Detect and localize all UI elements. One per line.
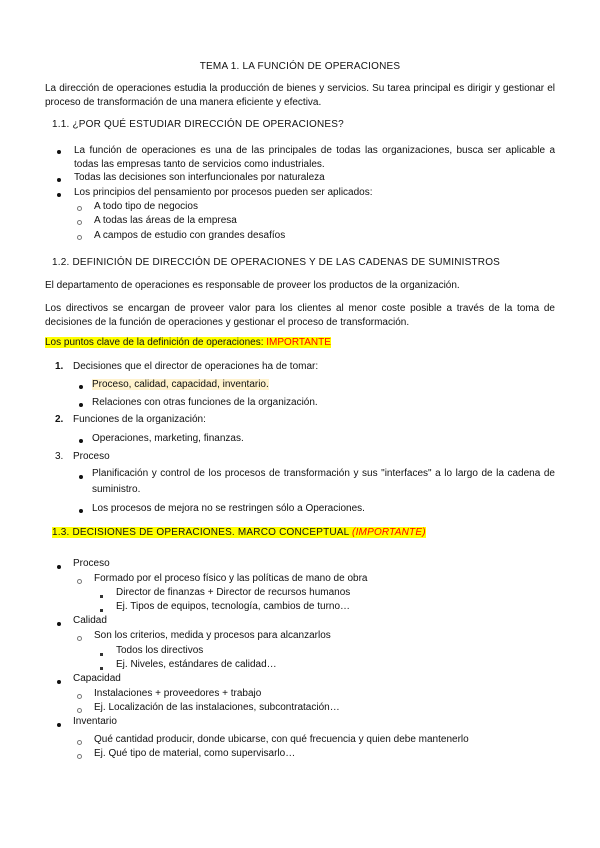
list-item: Son los criterios, medida y procesos para alcanzarlos [94, 630, 331, 641]
list-item: A todo tipo de negocios [94, 201, 198, 212]
bullet-icon [79, 381, 83, 392]
section-2-paragraph-1: El departamento de operaciones es responsable de proveer los productos de la organización. [45, 280, 460, 291]
list-item: Formado por el proceso físico y las políticas de mano de obra [94, 573, 368, 584]
list-item: A todas las áreas de la empresa [94, 215, 237, 226]
bullet-icon [57, 174, 61, 185]
list-item: Inventario [73, 716, 117, 727]
bullet-icon [57, 676, 61, 687]
bullet-icon [79, 471, 83, 482]
list-item: Operaciones, marketing, finanzas. [92, 433, 244, 444]
circle-bullet-icon [77, 633, 82, 644]
bullet-icon [57, 719, 61, 730]
key-points-line [45, 337, 331, 348]
numbered-item-label: Proceso [73, 451, 110, 462]
list-item-highlighted: Proceso, calidad, capacidad, inventario. [92, 379, 269, 390]
circle-bullet-icon [77, 217, 82, 228]
list-item: A campos de estudio con grandes desafíos [94, 230, 286, 241]
key-points-label: Los puntos clave de la definición de operaciones: [45, 337, 267, 348]
list-number: 3. [55, 451, 64, 462]
list-item: Calidad [73, 615, 107, 626]
intro-paragraph: La dirección de operaciones estudia la producción de bienes y servicios. Su tarea principal es dirigir y gestionar el proceso de transformación de una manera eficiente y efectiva. [45, 83, 555, 108]
list-item: La función de operaciones es una de las principales de todas las organizaciones, busca ser aplicable a todas las empresas tanto de servicios como industriales. [74, 145, 555, 170]
circle-bullet-icon [77, 705, 82, 716]
list-item: Ej. Niveles, estándares de calidad… [116, 659, 277, 670]
section-2-heading: 1.2. DEFINICIÓN DE DIRECCIÓN DE OPERACIONES Y DE LAS CADENAS DE SUMINISTROS [52, 257, 501, 268]
list-item: Director de finanzas + Director de recursos humanos [116, 587, 351, 598]
square-bullet-icon [100, 590, 103, 601]
list-item: Relaciones con otras funciones de la organización. [92, 397, 318, 408]
numbered-item-label: Funciones de la organización: [73, 414, 206, 425]
circle-bullet-icon [77, 203, 82, 214]
list-item: Todos los directivos [116, 645, 204, 656]
bullet-icon [57, 561, 61, 572]
list-item: Ej. Tipos de equipos, tecnología, cambios de turno… [116, 601, 351, 612]
list-item: Planificación y control de los procesos de transformación y sus "interfaces" a lo largo de la cadena de suministro. [92, 468, 555, 495]
circle-bullet-icon [77, 576, 82, 587]
circle-bullet-icon [77, 737, 82, 748]
list-item: Proceso [73, 558, 110, 569]
circle-bullet-icon [77, 691, 82, 702]
list-item: Ej. Localización de las instalaciones, subcontratación… [94, 702, 340, 713]
bullet-icon [79, 435, 83, 446]
square-bullet-icon [100, 648, 103, 659]
list-item: Capacidad [73, 673, 121, 684]
list-item: Instalaciones + proveedores + trabajo [94, 688, 262, 699]
square-bullet-icon [100, 662, 103, 673]
list-item: Ej. Qué tipo de material, como supervisarlo… [94, 748, 296, 759]
list-number: 2. [55, 414, 64, 425]
bullet-icon [57, 618, 61, 629]
list-number: 1. [55, 361, 64, 372]
section-1-heading: 1.1. ¿POR QUÉ ESTUDIAR DIRECCIÓN DE OPERACIONES? [52, 119, 344, 130]
bullet-icon [57, 189, 61, 200]
bullet-icon [57, 146, 61, 157]
square-bullet-icon [100, 604, 103, 615]
bullet-icon [79, 399, 83, 410]
section-3-heading: 1.3. DECISIONES DE OPERACIONES. MARCO CONCEPTUAL (IMPORTANTE) [52, 527, 426, 538]
list-item: Qué cantidad producir, donde ubicarse, con qué frecuencia y quien debe mantenerlo [94, 734, 469, 745]
important-label: IMPORTANTE [266, 337, 331, 348]
page-title: TEMA 1. LA FUNCIÓN DE OPERACIONES [199, 61, 401, 72]
section-2-paragraph-2: Los directivos se encargan de proveer valor para los clientes al menor coste posible a través de la toma de decisiones de la función de operaciones y gestionar el proceso de transformación. [45, 303, 555, 328]
numbered-item-label: Decisiones que el director de operaciones ha de tomar: [73, 361, 319, 372]
circle-bullet-icon [77, 751, 82, 762]
list-item: Los principios del pensamiento por procesos pueden ser aplicados: [74, 187, 373, 198]
bullet-icon [79, 505, 83, 516]
list-item: Todas las decisiones son interfuncionales por naturaleza [74, 172, 325, 183]
important-label: (IMPORTANTE) [352, 527, 426, 538]
list-item: Los procesos de mejora no se restringen sólo a Operaciones. [92, 503, 365, 514]
circle-bullet-icon [77, 232, 82, 243]
